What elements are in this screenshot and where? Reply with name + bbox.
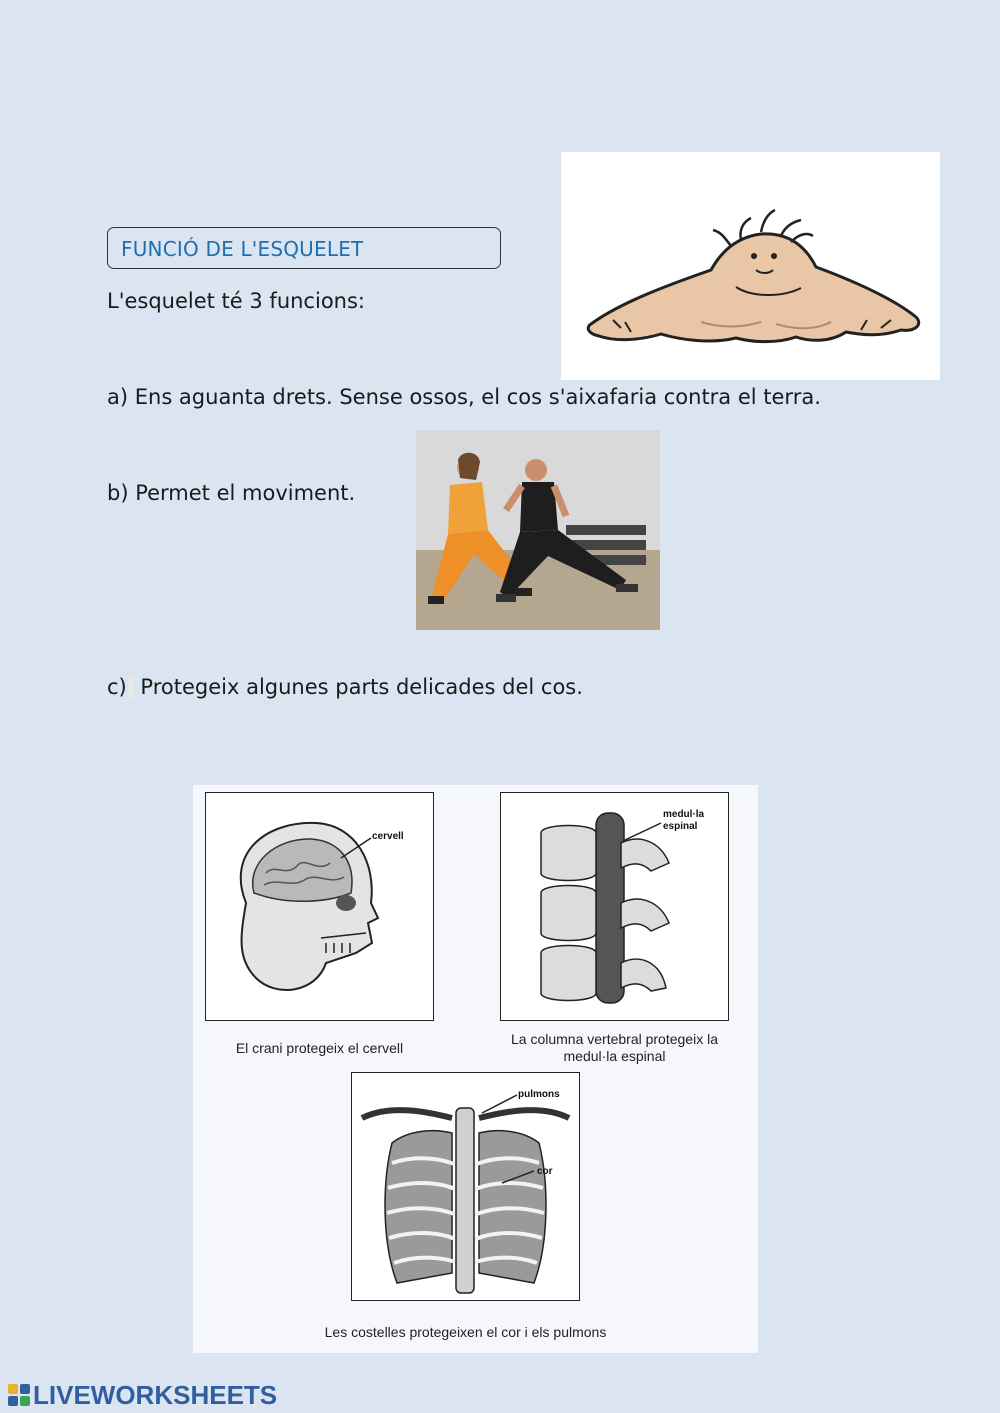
protection-diagrams-panel (193, 785, 758, 1353)
section-title-box (107, 227, 501, 269)
function-b: b) Permet el moviment. (107, 481, 356, 505)
function-c-text: Protegeix algunes parts delicades del cos. (133, 675, 583, 699)
spine-caption-line-1: La columna vertebral protegeix la (510, 1031, 718, 1047)
function-a: a) Ens aguanta drets. Sense ossos, el cos s'aixafaria contra el terra. (107, 385, 821, 409)
medulla-label-1: medul·la (663, 809, 705, 820)
spine-diagram (500, 792, 729, 1021)
spine-caption-line-2: medul·la espinal (563, 1048, 666, 1064)
stretching-photo (416, 430, 660, 630)
liveworksheets-brand: LIVEWORKSHEETS (33, 1379, 278, 1410)
spine-caption (483, 1031, 746, 1065)
skull-caption: El crani protegeix el cervell (235, 1040, 404, 1056)
ribcage-diagram (351, 1072, 580, 1301)
ribcage-caption: Les costelles protegeixen el cor i els pulmons (324, 1324, 607, 1340)
function-c (107, 675, 583, 699)
flattened-body-illustration (561, 152, 940, 380)
section-title: FUNCIÓ DE L'ESQUELET (121, 237, 364, 261)
cor-label: cor (537, 1166, 553, 1177)
liveworksheets-logo[interactable] (8, 1380, 277, 1410)
function-c-prefix: c) (107, 675, 127, 699)
intro-text: L'esquelet té 3 funcions: (107, 289, 365, 313)
skull-diagram (205, 792, 434, 1021)
liveworksheets-logo-icon (8, 1384, 30, 1406)
pulmons-label: pulmons (518, 1089, 560, 1100)
cervell-label: cervell (372, 831, 404, 842)
medulla-label-2: espinal (663, 821, 698, 832)
